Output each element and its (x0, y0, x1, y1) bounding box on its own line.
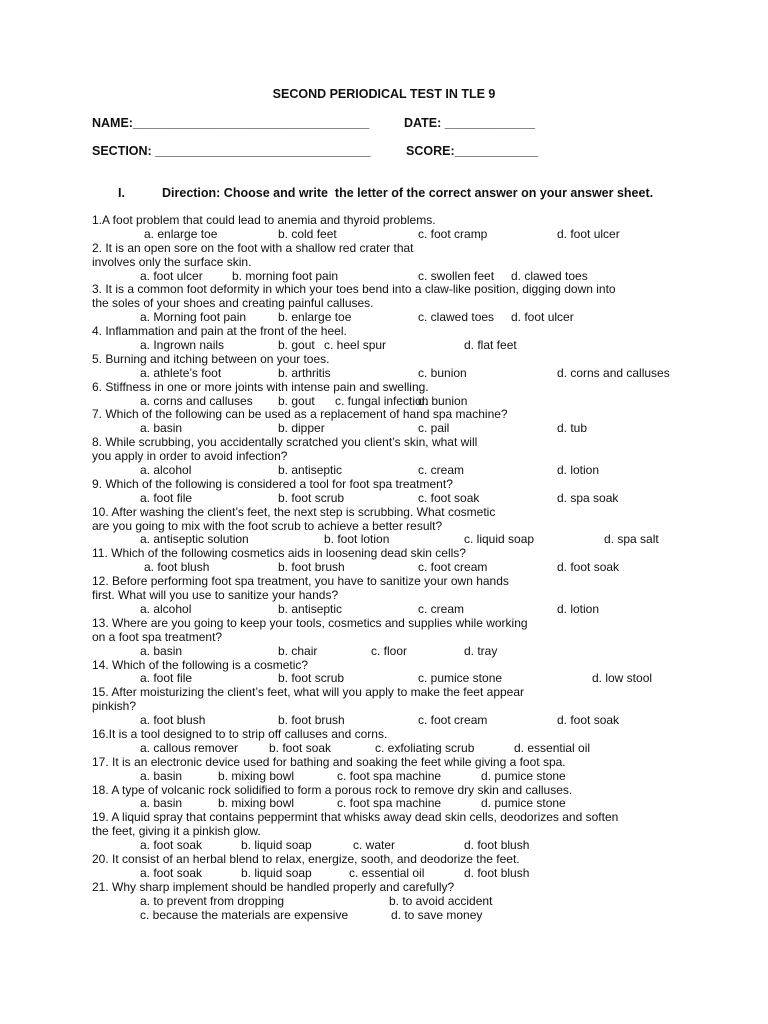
answer-option: a. Morning foot pain (140, 310, 247, 325)
question-text: 13. Where are you going to keep your tools, cosmetics and supplies while working (92, 615, 528, 630)
answer-option: b. foot lotion (324, 532, 390, 547)
answer-option: c. clawed toes (418, 310, 495, 325)
options-row (92, 422, 732, 436)
question-item (92, 353, 732, 381)
answer-option: c. foot cream (418, 560, 488, 575)
answer-option: c. pail (418, 421, 450, 436)
direction-numeral: I. (118, 186, 125, 200)
question-text: 1.A foot problem that could lead to anemia and thyroid problems. (92, 213, 436, 227)
answer-option: b. antiseptic (278, 601, 343, 616)
options-row (92, 770, 732, 784)
date-field (404, 116, 535, 130)
question-item (92, 659, 732, 687)
answer-option: c. pumice stone (418, 671, 503, 686)
question-text: 12. Before performing foot spa treatment, you have to sanitize your own hands (92, 574, 509, 589)
answer-option: a. basin (140, 768, 183, 783)
answer-option: c. water (353, 838, 396, 853)
question-text: 9. Which of the following is considered a tool for foot spa treatment? (92, 476, 453, 491)
answer-option: b. mixing bowl (218, 768, 295, 783)
answer-option: b. gout (278, 393, 315, 408)
question-text: the soles of your shoes and creating painful calluses. (92, 296, 374, 311)
answer-option: b. foot scrub (278, 490, 345, 505)
name-line: __________________________________ (132, 116, 370, 130)
answer-option: d. to save money (391, 907, 483, 922)
options-row (92, 909, 732, 923)
options-row (92, 464, 732, 478)
answer-option: c. essential oil (349, 865, 425, 880)
question-text: involves only the surface skin. (92, 254, 252, 269)
question-item (92, 436, 732, 478)
answer-option: c. foot spa machine (337, 796, 442, 811)
answer-option: c. heel spur (324, 338, 387, 353)
question-text: 20. It consist of an herbal blend to relax, energize, sooth, and deodorize the feet. (92, 851, 520, 866)
answer-option: c. fungal infection (335, 393, 429, 408)
question-item (92, 881, 732, 923)
options-row (92, 742, 732, 756)
answer-option: a. foot ulcer (140, 268, 203, 283)
question-item (92, 617, 732, 659)
answer-option: b. liquid soap (241, 865, 312, 880)
question-text: 7. Which of the following can be used as a replacement of hand spa machine? (92, 407, 508, 422)
answer-option: b. morning foot pain (232, 268, 339, 283)
answer-option: b. chair (278, 643, 318, 658)
answer-option: a. foot blush (140, 713, 206, 728)
answer-option: a. basin (140, 796, 183, 811)
question-text: 10. After washing the client’s feet, the next step is scrubbing. What cosmetic (92, 504, 496, 519)
answer-option: c. foot spa machine (337, 768, 442, 783)
answer-option: d. clawed toes (511, 268, 588, 283)
answer-option: a. basin (140, 643, 183, 658)
answer-option: c. foot cramp (418, 226, 488, 241)
answer-option: a. foot blush (144, 560, 210, 575)
section-label: SECTION: (92, 144, 156, 158)
answer-option: d. foot soak (557, 713, 620, 728)
question-text: 11. Which of the following cosmetics aids in loosening dead skin cells? (92, 546, 466, 561)
question-item (92, 756, 732, 784)
options-row (92, 339, 732, 353)
answer-option: a. callous remover (140, 740, 239, 755)
question-text: 2. It is an open sore on the foot with a shallow red crater that (92, 240, 414, 255)
options-row (92, 672, 732, 686)
test-title: SECOND PERIODICAL TEST IN TLE 9 (272, 87, 496, 101)
name-label: NAME: (92, 116, 133, 130)
answer-option: c. cream (418, 463, 465, 478)
question-text: 16.It is a tool designed to to strip off calluses and corns. (92, 726, 388, 741)
question-text: the feet, giving it a pinkish glow. (92, 824, 261, 839)
question-text: 17. It is an electronic device used for bathing and soaking the feet while giving a foot spa. (92, 754, 566, 769)
question-item (92, 408, 732, 436)
date-label: DATE: (404, 116, 445, 130)
question-item (92, 325, 732, 353)
answer-option: d. low stool (592, 671, 653, 686)
answer-option: b. antiseptic (278, 463, 343, 478)
options-row (92, 561, 732, 575)
answer-option: d. tub (557, 421, 588, 436)
options-row (92, 714, 732, 728)
answer-option: a. Ingrown nails (140, 338, 225, 353)
answer-option: d. lotion (557, 601, 600, 616)
question-text: on a foot spa treatment? (92, 629, 223, 644)
answer-option: a. corns and calluses (140, 393, 253, 408)
score-label: SCORE: (406, 144, 455, 158)
options-row (92, 228, 732, 242)
answer-option: b. foot brush (278, 560, 345, 575)
question-text: 18. A type of volcanic rock solidified to form a porous rock to remove dry skin and calluses. (92, 782, 573, 797)
answer-option: a. foot file (140, 490, 193, 505)
answer-option: a. enlarge toe (144, 226, 218, 241)
question-item (92, 547, 732, 575)
question-text: 14. Which of the following is a cosmetic? (92, 657, 309, 672)
answer-option: c. cream (418, 601, 465, 616)
answer-option: a. antiseptic solution (140, 532, 249, 547)
question-item (92, 811, 732, 853)
answer-option: a. alcohol (140, 463, 192, 478)
answer-option: b. to avoid accident (389, 893, 493, 908)
score-field (406, 144, 538, 158)
answer-option: c. swollen feet (418, 268, 495, 283)
answer-option: c. bunion (418, 365, 467, 380)
answer-option: b. dipper (278, 421, 325, 436)
question-text: 3. It is a common foot deformity in which your toes bend into a claw-like position, digging down into (92, 282, 616, 297)
question-text: pinkish? (92, 699, 137, 714)
options-row (92, 270, 732, 284)
options-row (92, 645, 732, 659)
options-row (92, 492, 732, 506)
question-item (92, 214, 732, 242)
question-item (92, 283, 732, 325)
answer-option: c. because the materials are expensive (140, 907, 349, 922)
answer-option: b. foot soak (269, 740, 332, 755)
answer-option: a. foot soak (140, 838, 203, 853)
answer-option: d. spa salt (604, 532, 659, 547)
section-field (92, 144, 371, 158)
score-line: ____________ (454, 144, 539, 158)
answer-option: d. foot ulcer (557, 226, 620, 241)
answer-option: b. mixing bowl (218, 796, 295, 811)
answer-option: d. tray (464, 643, 498, 658)
question-item (92, 242, 732, 284)
answer-option: d. corns and calluses (557, 365, 670, 380)
answer-option: b. liquid soap (241, 838, 312, 853)
options-row (92, 867, 732, 881)
name-field (92, 116, 369, 130)
question-item (92, 853, 732, 881)
question-item (92, 575, 732, 617)
answer-option: d. essential oil (514, 740, 591, 755)
answer-option: d. bunion (418, 393, 468, 408)
question-text: 4. Inflammation and pain at the front of the heel. (92, 324, 347, 339)
question-item (92, 686, 732, 728)
question-text: are you going to mix with the foot scrub to achieve a better result? (92, 518, 443, 533)
question-list (92, 214, 732, 922)
question-item (92, 784, 732, 812)
question-text: 5. Burning and itching between on your toes. (92, 351, 330, 366)
answer-option: d. spa soak (557, 490, 619, 505)
answer-option: a. basin (140, 421, 183, 436)
question-item (92, 478, 732, 506)
answer-option: d. foot blush (464, 865, 530, 880)
options-row (92, 797, 732, 811)
answer-option: b. gout (278, 338, 315, 353)
answer-option: c. floor (371, 643, 408, 658)
question-item (92, 381, 732, 409)
answer-option: d. pumice stone (481, 796, 566, 811)
options-row (92, 533, 732, 547)
answer-option: c. exfoliating scrub (375, 740, 475, 755)
question-text: 15. After moisturizing the client’s feet, what will you apply to make the feet appear (92, 685, 525, 700)
answer-option: d. lotion (557, 463, 600, 478)
question-text: you apply in order to avoid infection? (92, 449, 288, 464)
answer-option: d. pumice stone (481, 768, 566, 783)
answer-option: d. foot ulcer (511, 310, 574, 325)
options-row (92, 395, 732, 409)
options-row (92, 839, 732, 853)
answer-option: a. alcohol (140, 601, 192, 616)
answer-option: c. liquid soap (464, 532, 535, 547)
answer-option: d. foot blush (464, 838, 530, 853)
question-item (92, 506, 732, 548)
section-line: _______________________________ (155, 144, 371, 158)
answer-option: a. athlete’s foot (140, 365, 222, 380)
answer-option: b. foot scrub (278, 671, 345, 686)
question-item (92, 728, 732, 756)
options-row (92, 895, 732, 909)
answer-option: b. foot brush (278, 713, 345, 728)
answer-option: a. to prevent from dropping (140, 893, 285, 908)
answer-option: a. foot soak (140, 865, 203, 880)
options-row (92, 603, 732, 617)
answer-option: c. foot cream (418, 713, 488, 728)
question-text: 19. A liquid spray that contains peppermint that whisks away dead skin cells, deodorizes and soften (92, 810, 619, 825)
answer-option: a. foot file (140, 671, 193, 686)
options-row (92, 367, 732, 381)
date-line: _____________ (444, 116, 536, 130)
answer-option: d. foot soak (557, 560, 620, 575)
answer-option: c. foot soak (418, 490, 480, 505)
options-row (92, 311, 732, 325)
answer-option: b. cold feet (278, 226, 337, 241)
answer-option: b. arthritis (278, 365, 331, 380)
question-text: first. What will you use to sanitize your hands? (92, 588, 339, 603)
question-text: 6. Stiffness in one or more joints with intense pain and swelling. (92, 379, 429, 394)
question-text: 8. While scrubbing, you accidentally scratched you client’s skin, what will (92, 435, 478, 450)
answer-option: b. enlarge toe (278, 310, 352, 325)
direction-text: Direction: Choose and write the letter of the correct answer on your answer sheet. (162, 186, 654, 200)
question-text: 21. Why sharp implement should be handled properly and carefully? (92, 879, 455, 894)
answer-option: d. flat feet (464, 338, 517, 353)
